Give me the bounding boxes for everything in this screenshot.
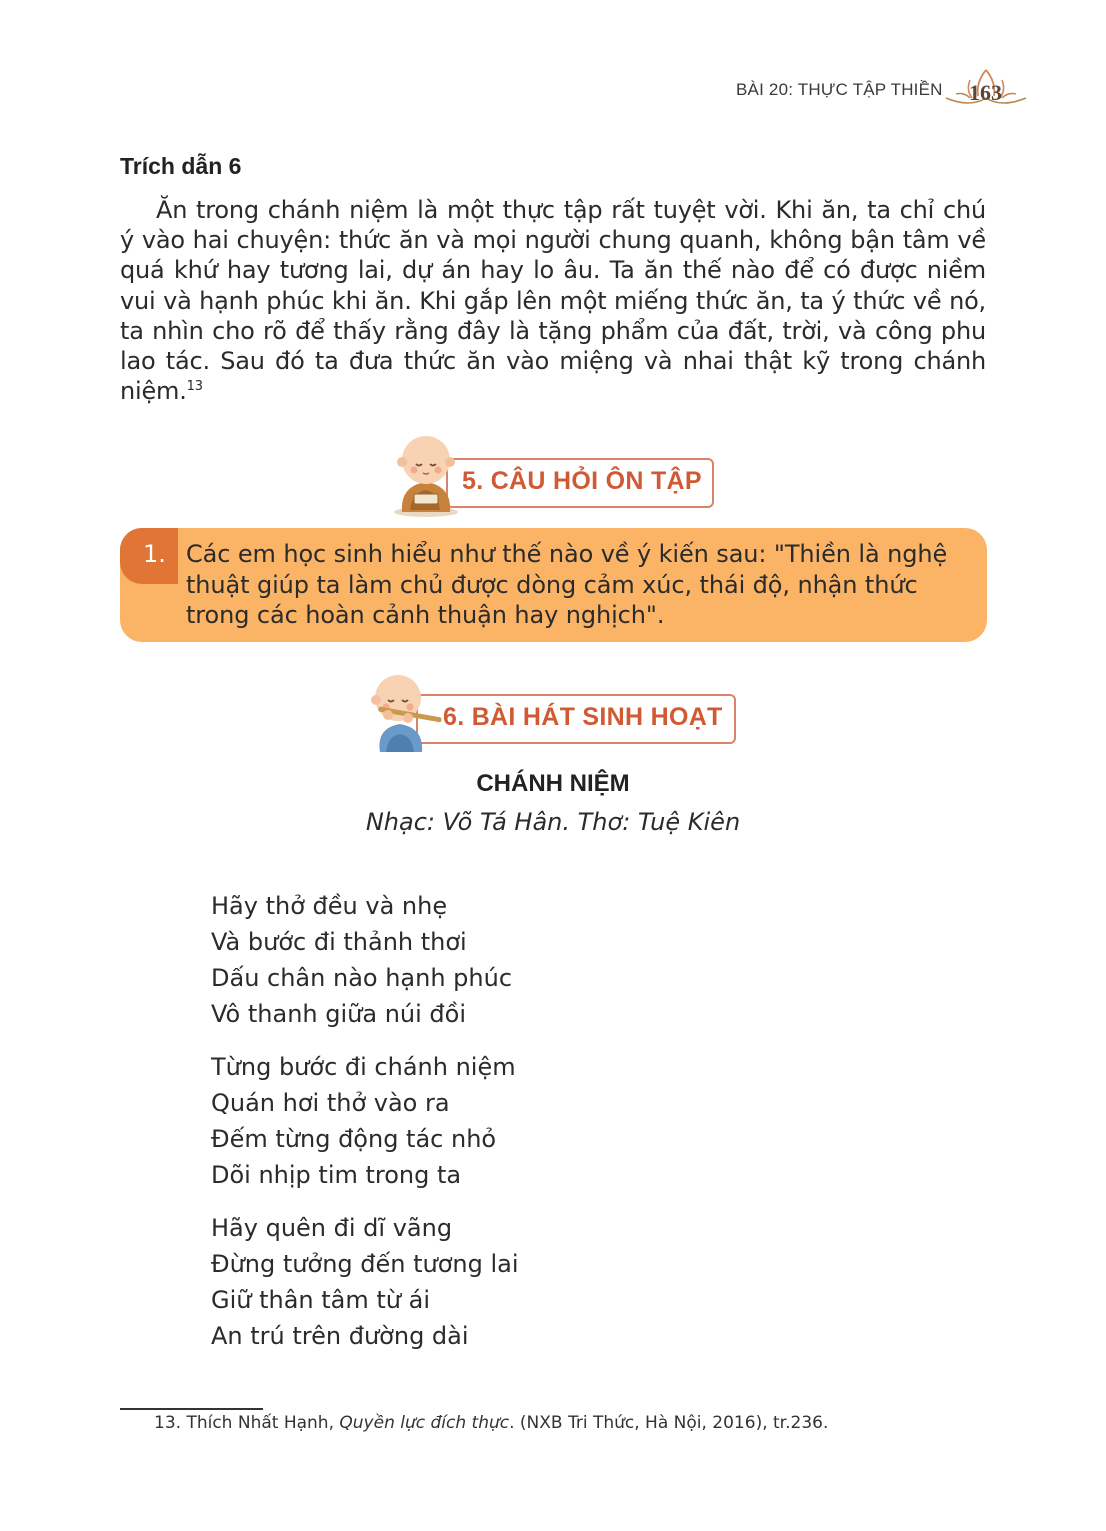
section-5-label: 5. CÂU HỎI ÔN TẬP — [462, 467, 702, 495]
monk-flute-icon — [364, 668, 444, 756]
quote-text: Ăn trong chánh niệm là một thực tập rất tuyệt vời. Khi ăn, ta chỉ chú ý vào hai chuyện: thức ăn và mọi người chung quanh, không bận tâm về quá khứ hay tương lai, dự án hay lo âu. Ta ăn thế nào để có được niềm vui và hạnh phúc khi ăn. Khi gắp lên một miếng thức ăn, ta ý thức về nó, ta nhìn cho rõ để thấy rằng đây là tặng phẩm của đất, trời, và công phu lao tác. Sau đó ta đưa thức ăn vào miệng và nhai thật kỹ trong chánh niệm. — [120, 196, 986, 406]
footnote-suffix: . (NXB Tri Thức, Hà Nội, 2016), tr.236. — [509, 1413, 829, 1433]
question-number: 1. — [143, 540, 166, 568]
footnote-rule — [120, 1408, 263, 1410]
song-line: Đếm từng động tác nhỏ — [211, 1125, 497, 1153]
running-title: BÀI 20: THỰC TẬP THIỀN — [736, 80, 943, 99]
song-stanza-3 — [211, 1210, 519, 1354]
footnote-book-title: Quyền lực đích thực — [339, 1413, 510, 1433]
quote-title: Trích dẫn 6 — [120, 153, 242, 179]
footnote — [154, 1413, 828, 1433]
song-line: Và bước đi thảnh thơi — [211, 928, 467, 956]
footnote-ref: 13 — [186, 379, 203, 395]
song-line: Giữ thân tâm từ ái — [211, 1286, 431, 1314]
section-6-label: 6. BÀI HÁT SINH HOẠT — [443, 703, 723, 731]
footnote-prefix: 13. Thích Nhất Hạnh, — [154, 1413, 340, 1433]
song-line: An trú trên đường dài — [211, 1322, 469, 1350]
song-stanza-2 — [211, 1049, 516, 1193]
quote-body — [120, 195, 986, 406]
song-line: Quán hơi thở vào ra — [211, 1089, 450, 1117]
song-title: CHÁNH NIỆM — [476, 770, 630, 797]
page-number: 163 — [969, 80, 1002, 105]
song-line: Dõi nhịp tim trong ta — [211, 1161, 462, 1189]
song-line: Hãy thở đều và nhẹ — [211, 892, 448, 920]
song-line: Vô thanh giữa núi đồi — [211, 1000, 466, 1028]
song-line: Đừng tưởng đến tương lai — [211, 1250, 519, 1278]
song-credit: Nhạc: Võ Tá Hân. Thơ: Tuệ Kiên — [365, 808, 741, 836]
song-stanza-1 — [211, 888, 512, 1032]
question-text: Các em học sinh hiểu như thế nào về ý kiến sau: "Thiền là nghệ thuật giúp ta làm chủ được dòng cảm xúc, thái độ, nhận thức trong các hoàn cảnh thuận hay nghịch". — [186, 540, 948, 629]
monk-reading-icon — [388, 430, 464, 518]
song-line: Dấu chân nào hạnh phúc — [211, 964, 513, 992]
song-line: Từng bước đi chánh niệm — [211, 1053, 516, 1081]
song-line: Hãy quên đi dĩ vãng — [211, 1214, 453, 1242]
